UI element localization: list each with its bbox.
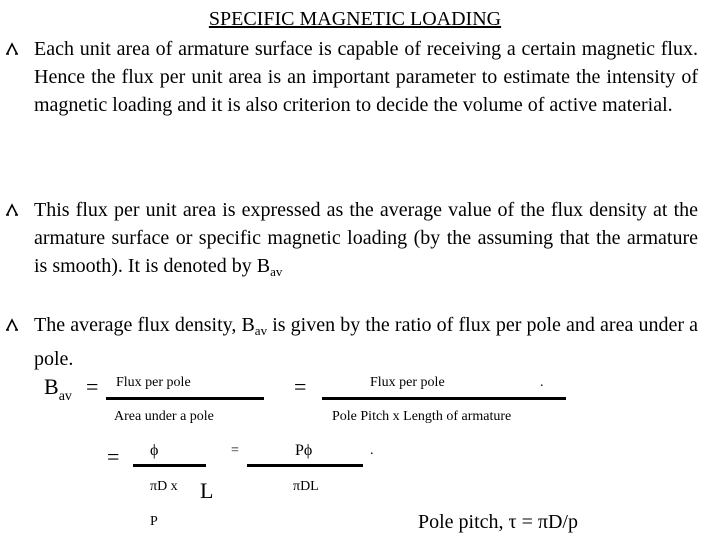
- fraction-2-bar: [322, 397, 566, 400]
- fraction-3-denominator-L: L: [200, 478, 214, 503]
- fraction-4-bar: [247, 464, 363, 467]
- fraction-4-denominator: πDL: [293, 479, 319, 494]
- equals-sign: =: [294, 374, 307, 399]
- page-title: SPECIFIC MAGNETIC LOADING: [208, 8, 502, 30]
- equals-sign: =: [231, 443, 239, 458]
- bullet-icon: [5, 318, 19, 332]
- fraction-2-numerator: Flux per pole: [370, 375, 445, 390]
- fraction-1-bar: [106, 397, 264, 400]
- bullet-3-part-b: is given by the ratio of flux per pole and area under a pole.: [34, 314, 698, 370]
- bullet-icon: [5, 42, 19, 56]
- fraction-3-denominator-P: P: [150, 514, 158, 529]
- fraction-1-denominator: Area under a pole: [114, 409, 214, 424]
- bullet-2-text: [34, 196, 698, 286]
- equals-sign: =: [107, 444, 120, 469]
- eq-lhs-sub: av: [58, 389, 72, 404]
- fraction-3-numerator: ϕ: [150, 442, 159, 459]
- bullet-2-main: This flux per unit area is expressed as the average value of the flux density at the armature surface or specific magnetic loading (by the assuming that the armature is smooth). It is denoted by B: [34, 199, 698, 277]
- eq-lhs-B: B: [44, 374, 59, 399]
- fraction-3-bar: [133, 464, 206, 467]
- bullet-icon: [5, 203, 19, 217]
- eq-lhs: [44, 374, 72, 405]
- bullet-1-text: Each unit area of armature surface is capable of receiving a certain magnetic flux. Hence the flux per unit area is an important parameter to estimate the intensity of magnetic loading and it is also criterion to decide the volume of active material.: [34, 38, 698, 116]
- subscript-av: av: [270, 264, 283, 279]
- bullet-3-part-a: The average flux density, B: [34, 314, 255, 336]
- fraction-1-numerator: Flux per pole: [116, 375, 191, 390]
- bullet-3-text: [34, 311, 698, 373]
- fraction-4-dot: .: [370, 443, 374, 458]
- fraction-2-dot: .: [540, 375, 544, 390]
- subscript-av: av: [254, 323, 268, 338]
- fraction-3-denominator-a: πD x: [150, 479, 178, 494]
- fraction-4-numerator: Pϕ: [295, 442, 313, 459]
- fraction-2-denominator: Pole Pitch x Length of armature: [332, 409, 512, 424]
- equals-sign: =: [86, 374, 99, 399]
- pole-pitch-note: Pole pitch, τ = πD/p: [418, 511, 578, 533]
